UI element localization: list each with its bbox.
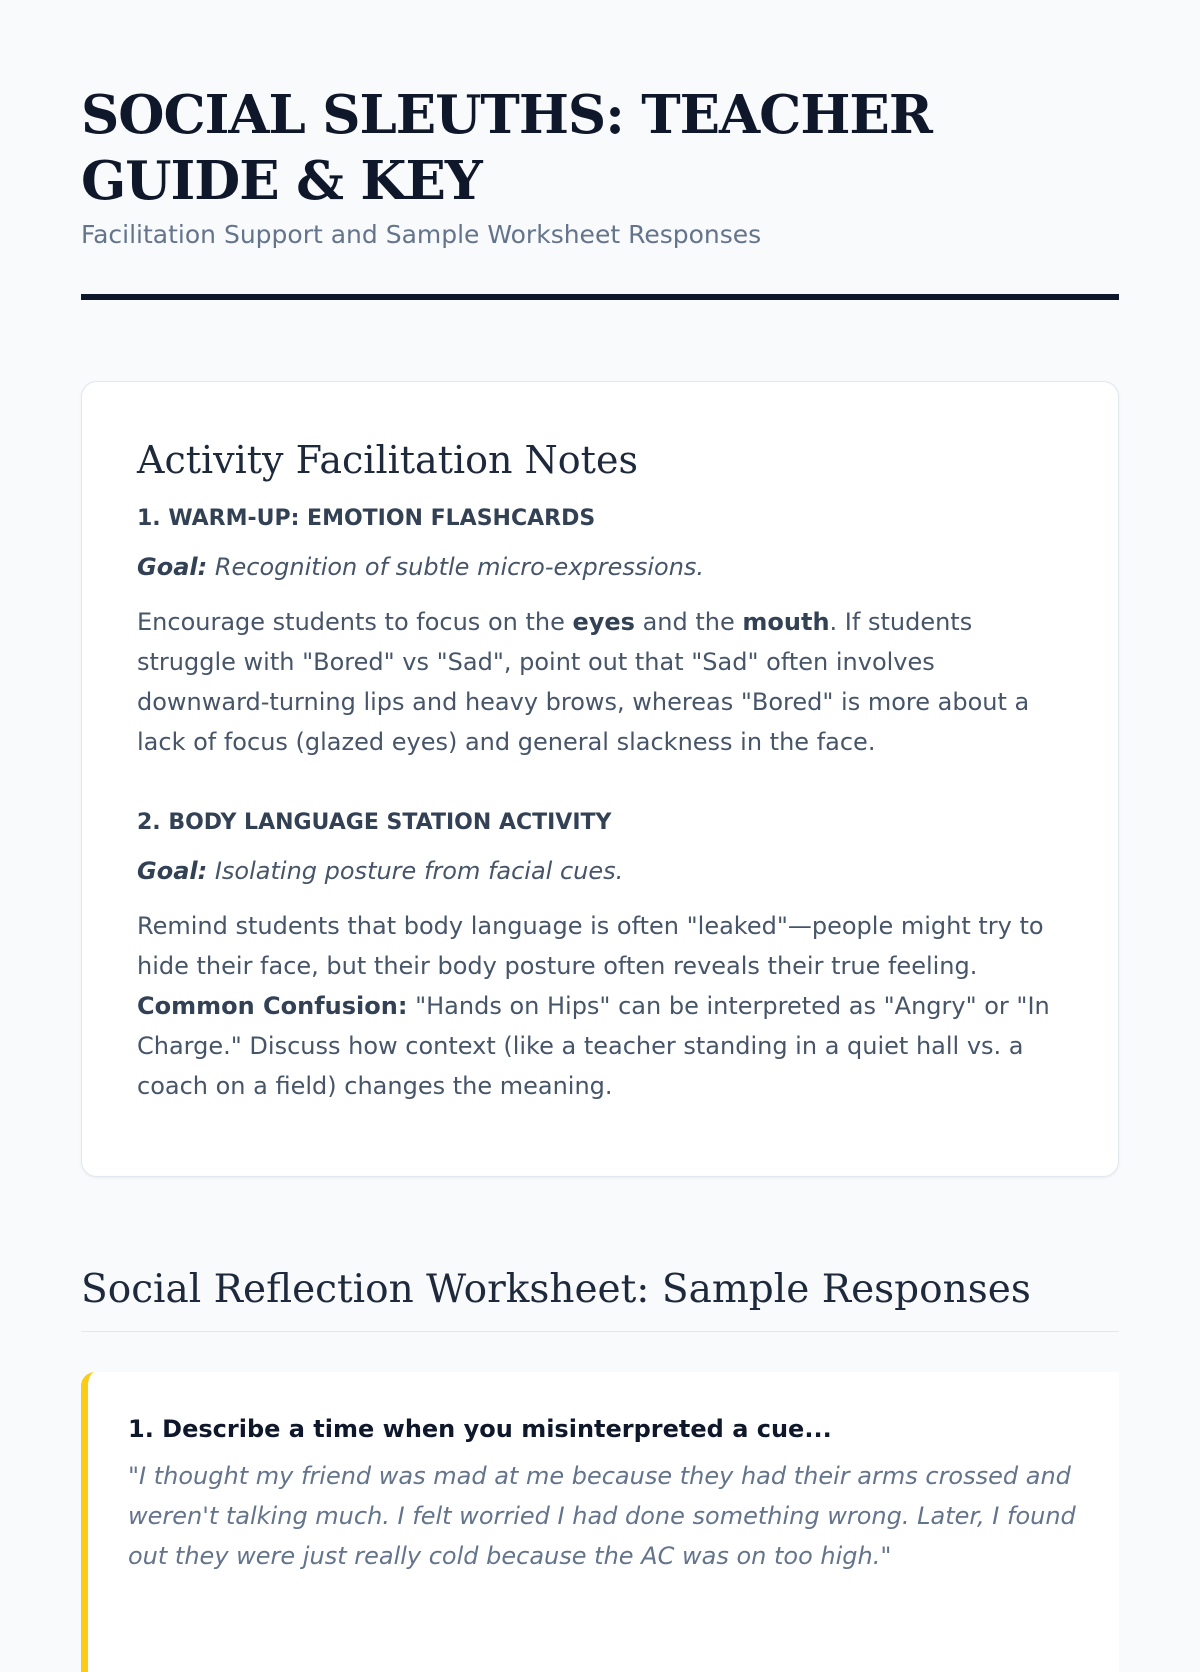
- page-title: SOCIAL SLEUTHS: TEACHER GUIDE & KEY: [81, 84, 932, 212]
- note-text: Remind students that body language is often "leaked"—people might try to hide their face, but their body posture often reveals their true feeling.: [137, 912, 1044, 980]
- goal-label: Goal:: [137, 857, 208, 885]
- note-text: Encourage students to focus on the: [137, 608, 573, 636]
- note-body: [137, 906, 1063, 1106]
- note-emphasis: eyes: [572, 608, 635, 636]
- note-text: and the: [634, 608, 743, 636]
- note-warm-up: [137, 504, 1063, 762]
- page-header: [81, 0, 1119, 300]
- note-emphasis: Common Confusion:: [137, 992, 408, 1020]
- note-text: . If students struggle with "Bored" vs "Sad", point out that "Sad" often involves downward-turning lips and heavy brows, whereas "Bored" is more about a lack of focus (glazed eyes) and general slackness in the face.: [137, 608, 1030, 756]
- goal-label: Goal:: [137, 553, 208, 581]
- header-divider: [81, 294, 1119, 300]
- facilitation-notes-title: Activity Facilitation Notes: [137, 438, 638, 482]
- page-subtitle: Facilitation Support and Sample Worksheet Responses: [81, 220, 762, 249]
- response-question: 1. Describe a time when you misinterpreted a cue...: [128, 1415, 832, 1443]
- note-emphasis: mouth: [742, 608, 830, 636]
- note-body-language: [137, 808, 1063, 1106]
- note-goal: [137, 550, 1063, 584]
- worksheet-section-title: Social Reflection Worksheet: Sample Responses: [81, 1265, 1119, 1332]
- note-goal: [137, 854, 1063, 888]
- note-body: [137, 602, 1063, 762]
- sample-response: [81, 1372, 1119, 1672]
- goal-text: Recognition of subtle micro-expressions.: [207, 553, 705, 581]
- note-text: "Hands on Hips" can be interpreted as "Angry" or "In Charge." Discuss how context (like a teacher standing in a quiet hall vs. a coach on a field) changes the meaning.: [137, 992, 1050, 1100]
- note-heading: 2. BODY LANGUAGE STATION ACTIVITY: [137, 810, 612, 835]
- goal-text: Isolating posture from facial cues.: [207, 857, 624, 885]
- note-heading: 1. WARM-UP: EMOTION FLASHCARDS: [137, 506, 596, 531]
- facilitation-notes-card: [81, 381, 1119, 1177]
- response-answer: "I thought my friend was mad at me because they had their arms crossed and weren't talking much. I felt worried I had done something wrong. Later, I found out they were just really cold because the AC was on too high.": [128, 1462, 1076, 1570]
